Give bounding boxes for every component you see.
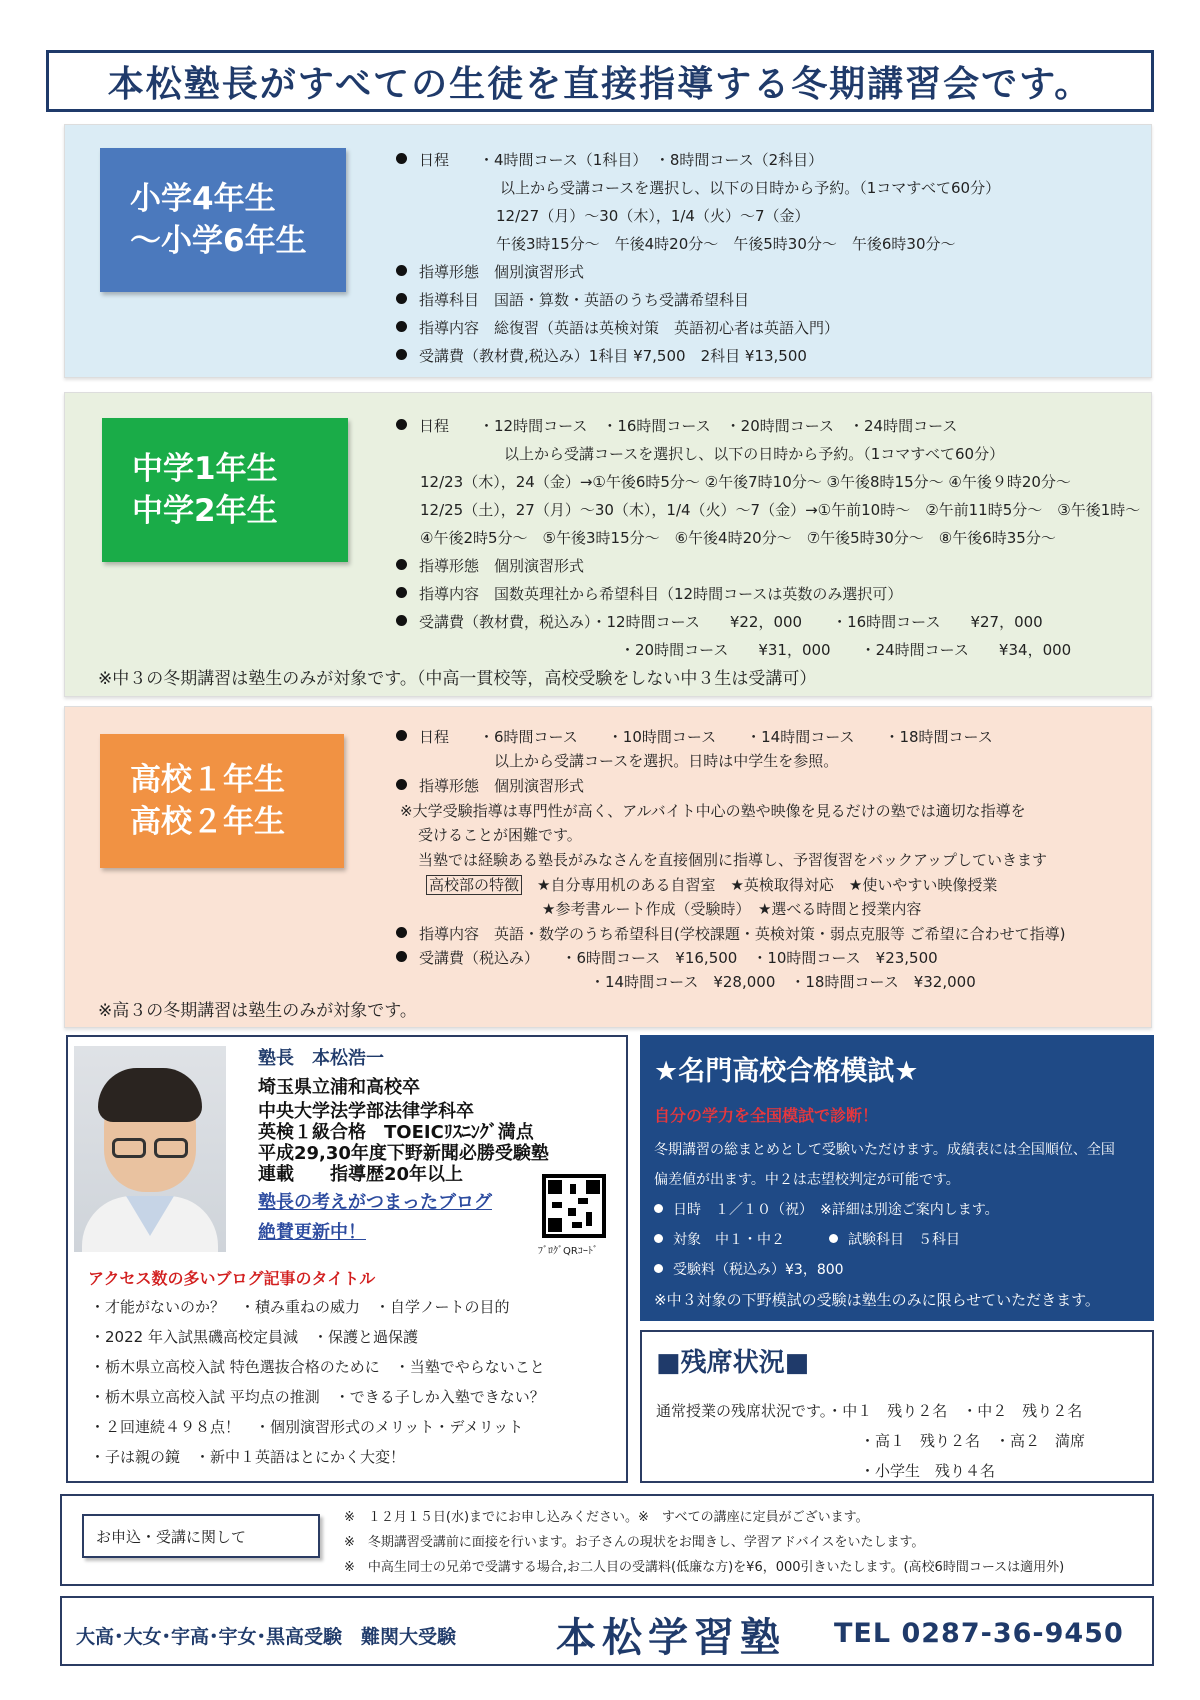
article-row: ・2022 年入試黒磯高校定員減 ・保護と過保護 <box>90 1328 418 1346</box>
article-row: ・才能がないのか？ ・積み重ねの威力 ・自学ノートの目的 <box>90 1298 510 1316</box>
footer <box>60 1596 1154 1666</box>
info-line: 12/25（土），27（月）～30（木），1/4（火）～7（金）→①午前10時～ ②午前11時5分～ ③午後1時～ <box>420 501 1141 519</box>
badge-line: 小学4年生 <box>130 181 276 217</box>
profile-line: 中央大学法学部法律学科卒 <box>258 1101 474 1122</box>
badge-line: 高校１年生 <box>130 762 285 798</box>
bullet-icon <box>829 1234 838 1243</box>
info-line: 日程 ・6時間コース ・10時間コース ・14時間コース ・18時間コース <box>396 727 993 747</box>
info-line: 以上から受講コースを選択。日時は中学生を参照。 <box>494 752 839 770</box>
info-line: ・14時間コース ¥28,000 ・18時間コース ¥32,000 <box>590 973 976 991</box>
info-line: 指導内容 総復習（英語は英検対策 英語初心者は英語入門） <box>396 318 839 338</box>
elementary-badge <box>100 148 346 292</box>
info-line: 受講費（教材費,税込み）1科目 ¥7,500 2科目 ¥13,500 <box>396 346 807 366</box>
mock-exam-title: ★名門高校合格模試★ <box>654 1056 919 1087</box>
article-row: ・２回連続４９８点！ ・個別演習形式のメリット・デメリット <box>90 1418 524 1436</box>
badge-line: 中学1年生 <box>132 451 278 487</box>
info-line: 指導内容 英語・数学のうち希望科目(学校課題・英検対策・弱点克服等 ご希望に合わせて指導) <box>396 924 1065 944</box>
seat-line: 通常授業の残席状況です。・中１ 残り２名 ・中２ 残り２名 <box>656 1402 1083 1420</box>
mock-exam-item: 日時 １／１０（祝） ※詳細は別途ご案内します。 <box>654 1199 999 1219</box>
info-line: 午後3時15分～ 午後4時20分～ 午後5時30分～ 午後6時30分～ <box>496 235 956 253</box>
bullet-icon <box>654 1234 663 1243</box>
bullet-icon <box>396 559 407 570</box>
bullet-icon <box>396 265 407 276</box>
info-line: 日程 ・4時間コース（1科目） ・8時間コース（2科目） <box>396 150 823 170</box>
bullet-icon <box>654 1264 663 1273</box>
mock-exam-desc: 偏差値が出ます。中２は志望校判定が可能です。 <box>654 1172 960 1188</box>
info-line: 日程 ・12時間コース ・16時間コース ・20時間コース ・24時間コース <box>396 416 957 436</box>
high-badge <box>100 734 344 868</box>
mock-exam-note: ※中３対象の下野模試の受験は塾生のみに限らせていただきます。 <box>654 1291 1100 1309</box>
feature-line: 高校部の特徴 ★自分専用机のある自習室 ★英検取得対応 ★使いやすい映像授業 <box>426 875 997 895</box>
badge-line: ～小学6年生 <box>130 223 307 259</box>
article-row: ・栃木県立高校入試 平均点の推測 ・できる子しか入塾できない？ <box>90 1388 545 1406</box>
bullet-icon <box>654 1204 663 1213</box>
info-line: 受けることが困難です。 <box>418 826 582 844</box>
info-line: 以上から受講コースを選択し、以下の日時から予約。（1コマすべて60分） <box>504 445 1005 463</box>
phone-number[interactable]: TEL 0287-36-9450 <box>834 1618 1124 1649</box>
info-line: 指導形態 個別演習形式 <box>396 556 584 576</box>
info-line: 以上から受講コースを選択し、以下の日時から予約。（1コマすべて60分） <box>500 179 1001 197</box>
junior-badge <box>102 418 348 562</box>
bullet-icon <box>396 153 407 164</box>
blog-link[interactable]: 塾長の考えがつまったブログ <box>258 1192 492 1213</box>
info-line: 指導形態 個別演習形式 <box>396 262 584 282</box>
info-line: 指導科目 国語・算数・英語のうち受講希望科目 <box>396 290 749 310</box>
junior-note: ※中３の冬期講習は塾生のみが対象です。（中高一貫校等，高校受験をしない中３生は受講可） <box>98 669 817 689</box>
badge-line: 中学2年生 <box>132 493 278 529</box>
badge-line: 高校２年生 <box>130 804 285 840</box>
info-line: ・20時間コース ¥31，000 ・24時間コース ¥34，000 <box>620 641 1072 659</box>
mock-exam-desc: 冬期講習の総まとめとして受験いただけます。成績表には全国順位、全国 <box>654 1142 1115 1158</box>
bullet-icon <box>396 293 407 304</box>
info-line: ★参考書ルート作成（受験時） ★選べる時間と授業内容 <box>542 900 922 918</box>
info-line: 指導形態 個別演習形式 <box>396 776 584 796</box>
bullet-icon <box>396 321 407 332</box>
bullet-icon <box>396 951 407 962</box>
seat-status-title: ■残席状況■ <box>656 1348 810 1378</box>
seat-line: ・高１ 残り２名 ・高２ 満席 <box>860 1432 1086 1450</box>
mock-exam-catch: 自分の学力を全国模試で診断！ <box>654 1106 879 1125</box>
teacher-name: 塾長 本松浩一 <box>258 1048 384 1069</box>
footer-targets: 大高･大女･宇高･宇女･黒高受験 難関大受験 <box>76 1626 457 1648</box>
mock-exam-box <box>640 1035 1154 1321</box>
info-line: 受講費（教材費，税込み）・12時間コース ¥22，000 ・16時間コース ¥27，000 <box>396 612 1043 632</box>
seat-line: ・小学生 残り４名 <box>860 1462 996 1480</box>
bullet-icon <box>396 927 407 938</box>
profile-line: 連載 指導歴20年以上 <box>258 1164 464 1185</box>
info-line: ※大学受験指導は専門性が高く、アルバイト中心の塾や映像を見るだけの塾では適切な指導を <box>400 802 1026 820</box>
profile-line: 英検１級合格 TOEICﾘｽﾆﾝｸﾞ満点 <box>258 1122 534 1143</box>
articles-title: アクセス数の多いブログ記事のタイトル <box>88 1269 376 1288</box>
info-line: 受講費（税込み） ・6時間コース ¥16,500 ・10時間コース ¥23,500 <box>396 948 938 968</box>
bullet-icon <box>396 587 407 598</box>
article-row: ・子は親の鏡 ・新中１英語はとにかく大変！ <box>90 1448 406 1466</box>
seat-status-box <box>640 1330 1154 1483</box>
bullet-icon <box>396 419 407 430</box>
application-box <box>60 1494 1154 1586</box>
mock-exam-item: 受験料（税込み）¥3，800 <box>654 1259 844 1279</box>
info-line: ④午後2時5分～ ⑤午後3時15分～ ⑥午後4時20分～ ⑦午後5時30分～ ⑧午後6時35分～ <box>420 529 1056 547</box>
bullet-icon <box>396 779 407 790</box>
profile-line: 平成29,30年度下野新聞必勝受験塾 <box>258 1143 549 1164</box>
teacher-photo <box>74 1046 226 1252</box>
bullet-icon <box>396 615 407 626</box>
blog-link-2[interactable]: 絶賛更新中！ <box>258 1222 366 1243</box>
headline-box <box>46 50 1154 112</box>
application-note: ※ １２月１５日(水)までにお申し込みください。※ すべての講座に定員がございます。 <box>344 1510 869 1525</box>
info-line: 指導内容 国数英理社から希望科目（12時間コースは英数のみ選択可） <box>396 584 902 604</box>
info-line: 12/27（月）～30（木），1/4（火）～7（金） <box>496 207 810 225</box>
qr-code-icon[interactable] <box>542 1174 606 1238</box>
qr-caption: ﾌﾞﾛｸﾞQRｺｰﾄﾞ <box>538 1246 598 1257</box>
headline: 本松塾長がすべての生徒を直接指導する冬期講習会です。 <box>107 63 1093 105</box>
application-note: ※ 冬期講習受講前に面接を行います。お子さんの現状をお聞きし、学習アドバイスをいたします。 <box>344 1535 925 1550</box>
feature-label: 高校部の特徴 <box>426 875 522 895</box>
info-line: 12/23（木），24（金）→①午後6時5分～ ②午後7時10分～ ③午後8時15分～ ④午後９時20分～ <box>420 473 1071 491</box>
profile-line: 埼玉県立浦和高校卒 <box>258 1077 420 1098</box>
school-name: 本松学習塾 <box>556 1615 786 1661</box>
bullet-icon <box>396 349 407 360</box>
application-label: お申込・受講に関して <box>82 1514 320 1558</box>
application-note: ※ 中高生同士の兄弟で受講する場合,お二人目の受講料(低廉な方)を¥6，000引きいたします。(高校6時間コースは適用外) <box>344 1560 1065 1575</box>
article-row: ・栃木県立高校入試 特色選抜合格のために ・当塾でやらないこと <box>90 1358 545 1376</box>
bullet-icon <box>396 730 407 741</box>
mock-exam-item: 対象 中１・中２ 試験科目 ５科目 <box>654 1229 960 1249</box>
info-line: 当塾では経験ある塾長がみなさんを直接個別に指導し、予習復習をバックアップしていきます <box>418 851 1047 869</box>
high-note: ※高３の冬期講習は塾生のみが対象です。 <box>98 1001 417 1021</box>
